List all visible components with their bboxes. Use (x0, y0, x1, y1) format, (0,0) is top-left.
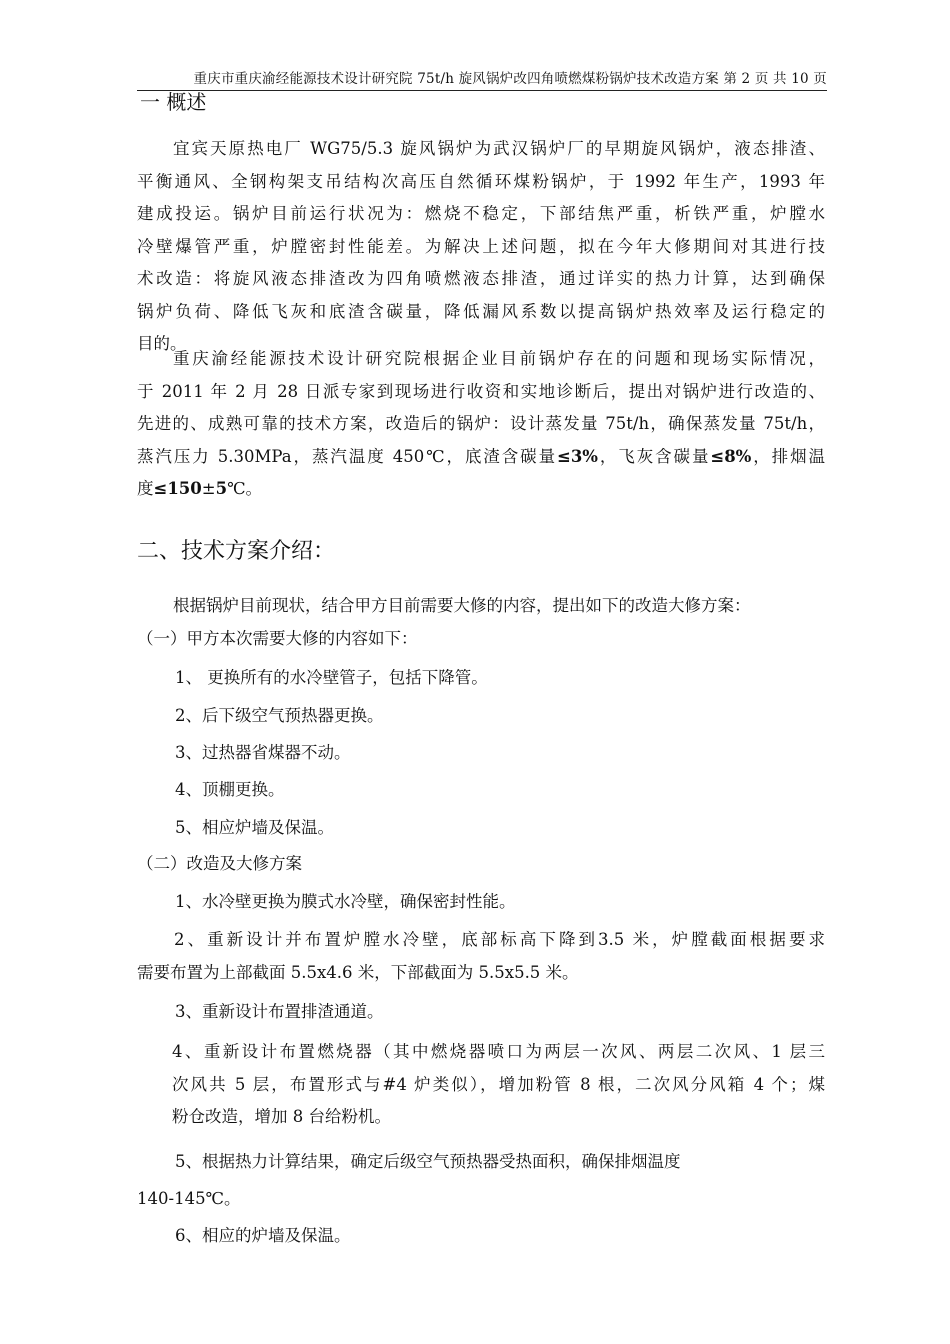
bottom-ash-carbon-value: ≤3% (557, 446, 598, 466)
spec-text: ，飞灰含碳量 (597, 446, 711, 466)
list-item: 6、相应的炉墙及保温。 (175, 1226, 351, 1245)
paragraph-line-flue-temp (137, 473, 825, 506)
list-item: 3、重新设计布置排渣通道。 (175, 1002, 384, 1021)
list-item (172, 1036, 825, 1134)
list-item: 4、顶棚更换。 (175, 780, 285, 799)
paragraph-line: 需要布置为上部截面 5.5x4.6 米，下部截面为 5.5x5.5 米。 (137, 962, 579, 982)
paragraph-line: 次风共 5 层，布置形式与#4 炉类似），增加粉管 8 根，二次风分风箱 4 个；煤 (172, 1074, 825, 1094)
paragraph-line: 目的。 (137, 334, 187, 353)
section-1-title: 一 概述 (140, 90, 207, 114)
spec-text: 蒸汽压力 5.30MPa，蒸汽温度 450℃，底渣含碳量 (137, 446, 557, 466)
paragraph-line: 建成投运。锅炉目前运行状况为：燃烧不稳定，下部结焦严重，析铁严重，炉膛水 (137, 204, 825, 223)
paragraph-line: 2、重新设计并布置炉膛水冷壁，底部标高下降到3.5 米，炉膛截面根据要求 (174, 930, 825, 949)
section-2-title: 二、技术方案介绍： (137, 539, 336, 564)
page-header: 重庆市重庆渝经能源技术设计研究院 75t/h 旋风锅炉改四角喷燃煤粉锅炉技术改造方案 第 2 页 共 10 页 (137, 68, 827, 91)
spec-text: ± (201, 479, 216, 498)
flue-temp-value: ≤150 (153, 479, 202, 498)
subsection-1-title: （一）甲方本次需要大修的内容如下： (137, 629, 418, 648)
list-item (137, 924, 825, 989)
paragraph-line: 先进的、成熟可靠的技术方案，改造后的锅炉：设计蒸发量 75t/h，确保蒸发量 75t/h， (137, 414, 825, 433)
paragraph-line: 平衡通风、全钢构架支吊结构次高压自然循环煤粉锅炉，于 1992 年生产，1993 年 (137, 171, 825, 191)
list-item: 2、后下级空气预热器更换。 (175, 706, 384, 725)
paragraph-line: 于 2011 年 2 月 28 日派专家到现场进行收资和实地诊断后，提出对锅炉进行改造的、 (137, 381, 825, 401)
section-2-intro: 根据锅炉目前现状，结合甲方目前需要大修的内容，提出如下的改造大修方案： (173, 596, 751, 615)
paragraph-line: 术改造：将旋风液态排渣改为四角喷燃液态排渣，通过详实的热力计算，达到确保 (137, 269, 825, 288)
paragraph-line: 4、重新设计布置燃烧器（其中燃烧器喷口为两层一次风、两层二次风、1 层三 (172, 1042, 825, 1061)
paragraph-line: 重庆渝经能源技术设计研究院根据企业目前锅炉存在的问题和现场实际情况， (173, 349, 825, 368)
paragraph-line-specs (137, 441, 825, 474)
flue-temp-tolerance: 5 (215, 479, 228, 498)
spec-text: ℃。 (227, 479, 263, 498)
fly-ash-carbon-value: ≤8% (710, 446, 752, 466)
spec-text: 度 (137, 479, 154, 498)
paragraph-line: 锅炉负荷、降低飞灰和底渣含碳量，降低漏风系数以提高锅炉热效率及运行稳定的 (137, 301, 825, 321)
list-item: 1、水冷壁更换为膜式水冷壁，确保密封性能。 (175, 892, 516, 911)
subsection-2-title: （二）改造及大修方案 (137, 854, 302, 873)
paragraph-line: 粉仓改造，增加 8 台给粉机。 (172, 1107, 391, 1126)
paragraph-line: 冷壁爆管严重，炉膛密封性能差。为解决上述问题，拟在今年大修期间对其进行技 (137, 236, 825, 256)
list-item-continuation: 140-145℃。 (137, 1189, 241, 1208)
spec-text: ，排烟温 (751, 446, 826, 466)
list-item: 5、根据热力计算结果，确定后级空气预热器受热面积，确保排烟温度 (175, 1152, 681, 1171)
section-1-paragraph-2 (137, 343, 825, 506)
list-item: 1、 更换所有的水冷壁管子，包括下降管。 (175, 668, 488, 687)
section-1-paragraph-1 (137, 133, 825, 361)
list-item: 5、相应炉墙及保温。 (175, 818, 334, 837)
paragraph-line: 宜宾天原热电厂 WG75/5.3 旋风锅炉为武汉锅炉厂的早期旋风锅炉，液态排渣、 (173, 139, 825, 158)
list-item: 3、过热器省煤器不动。 (175, 743, 351, 762)
